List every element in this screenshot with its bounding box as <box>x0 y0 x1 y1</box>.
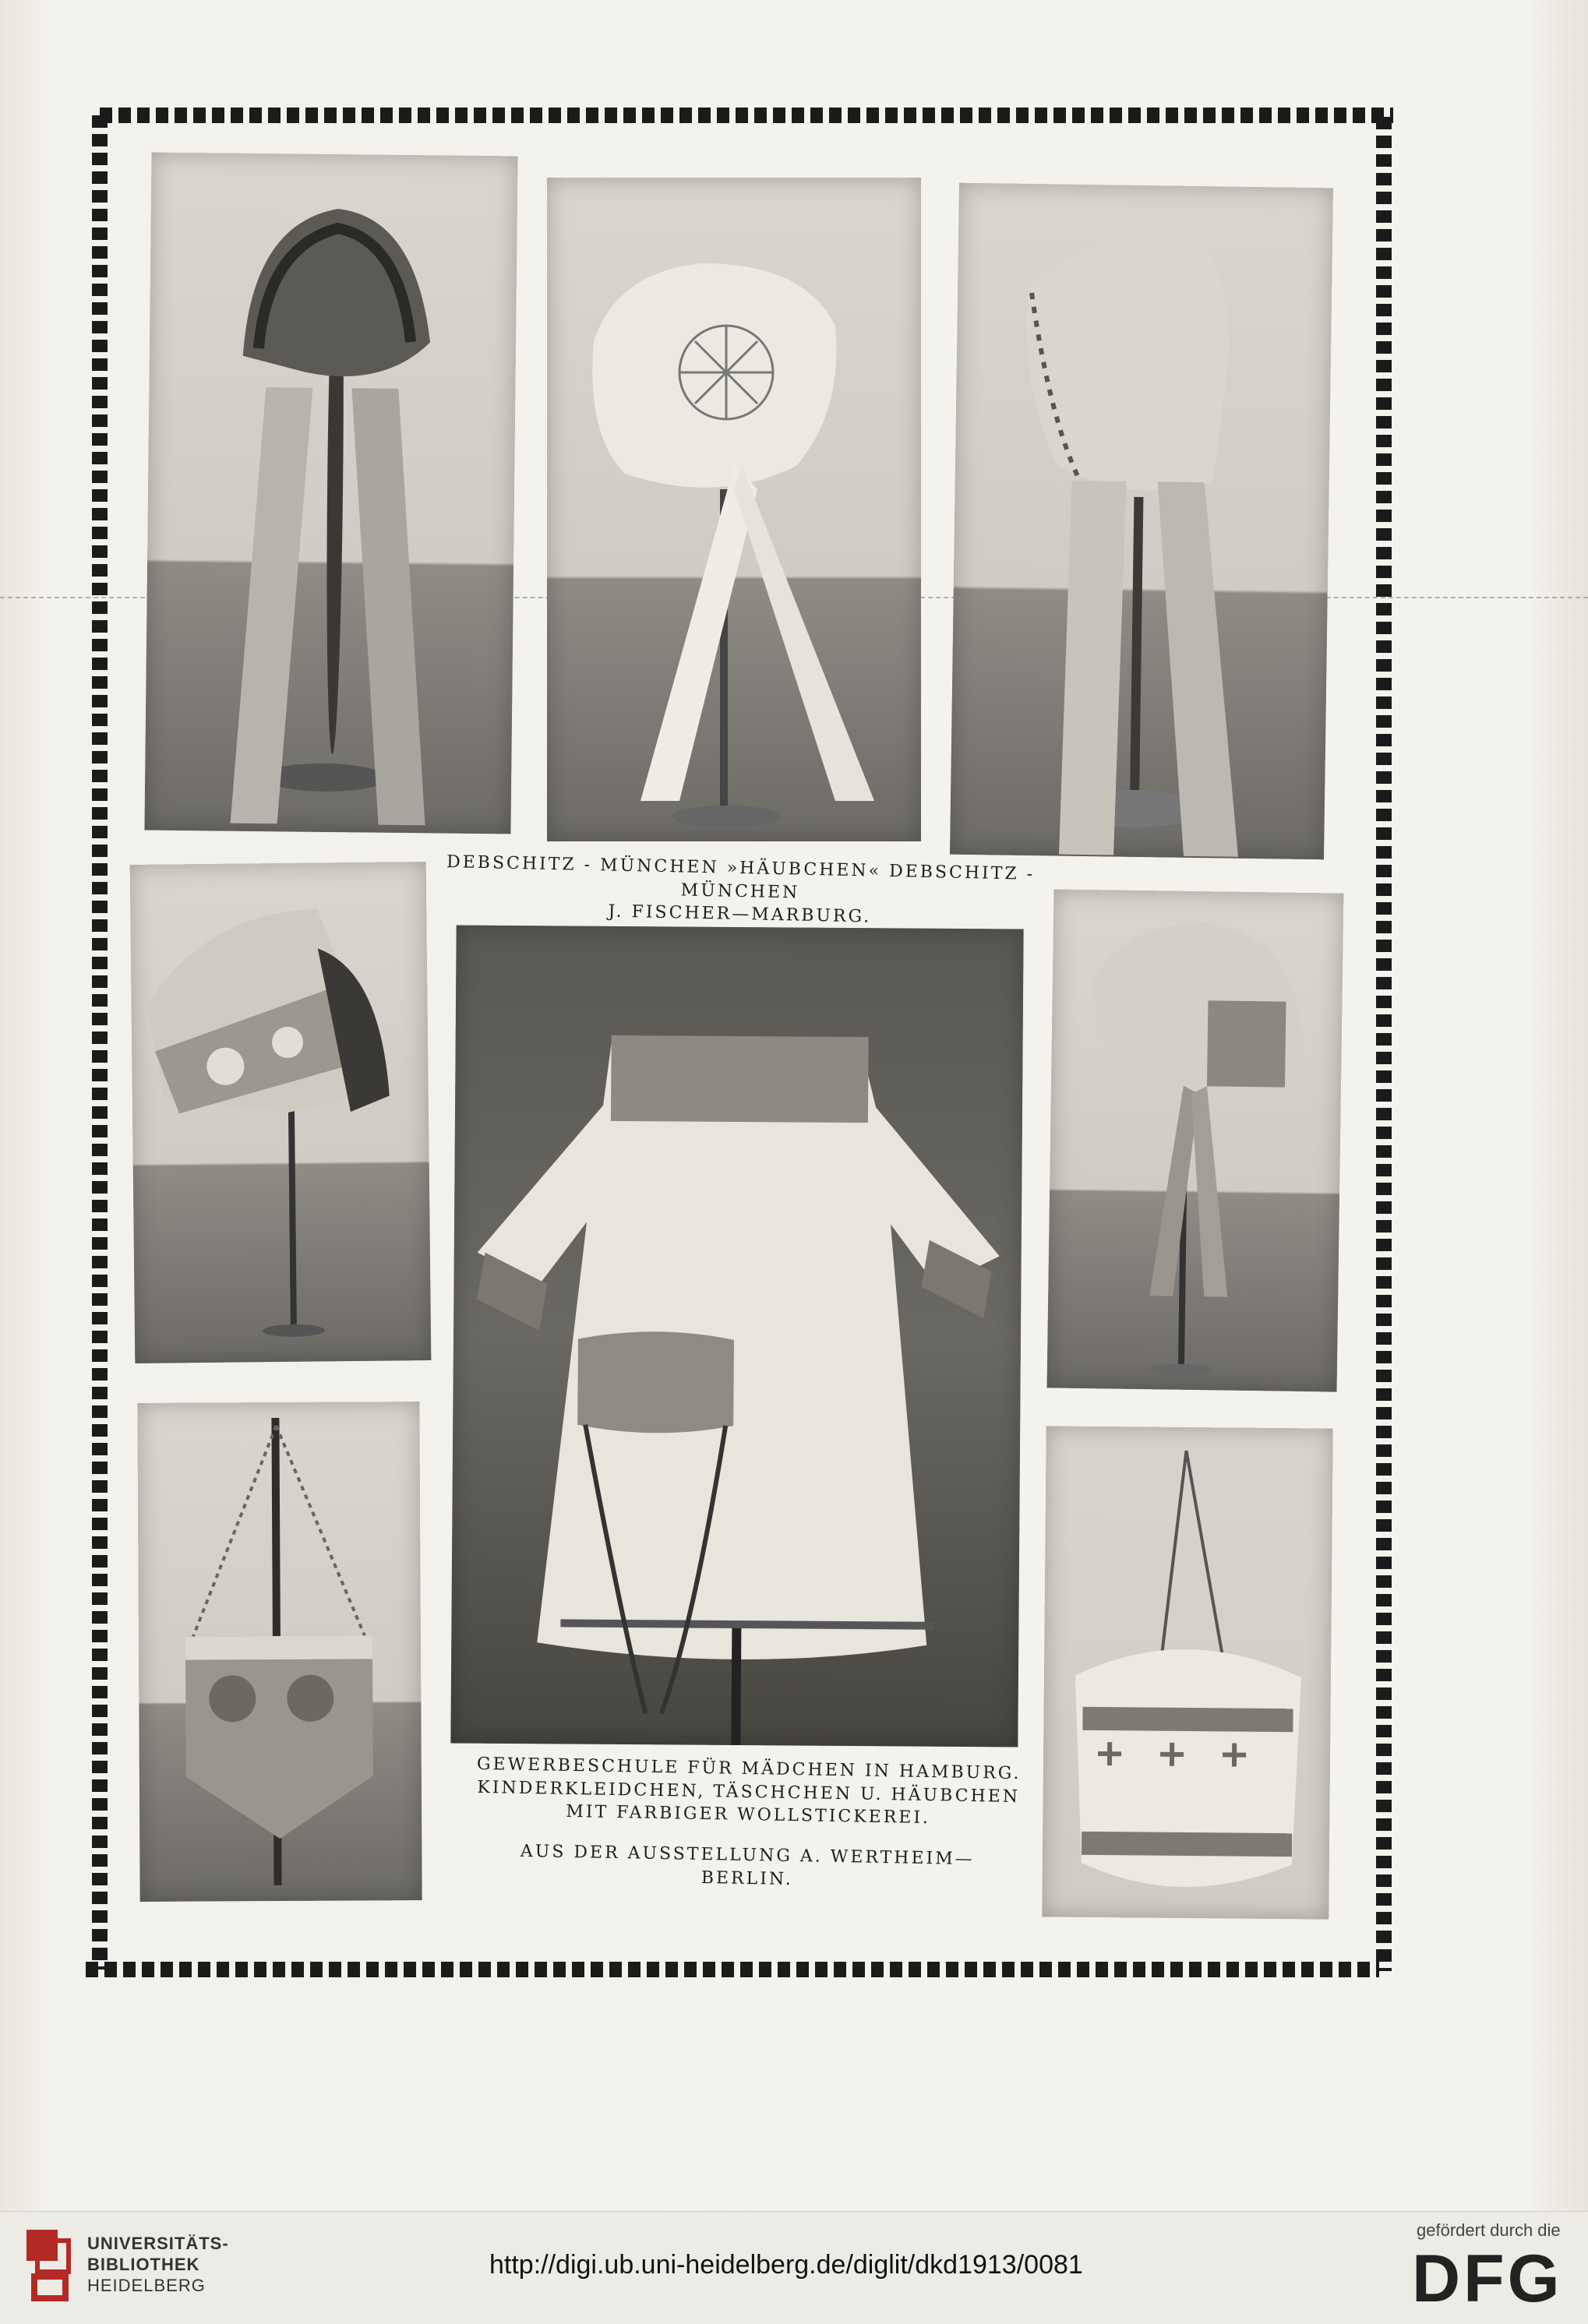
photo-child-dress <box>450 925 1023 1747</box>
photo-bonnet-3 <box>950 183 1333 860</box>
photo-bonnet-5 <box>1047 889 1344 1391</box>
photo-bonnet-4 <box>130 862 432 1363</box>
caption-bottom-line-4: AUS DER AUSSTELLUNG A. WERTHEIM—BERLIN. <box>520 1841 975 1889</box>
dfg-logo: DFG <box>1412 2241 1563 2316</box>
caption-top-line-1: DEBSCHITZ - MÜNCHEN »HÄUBCHEN« DEBSCHITZ - MÜNCHEN <box>446 852 1036 903</box>
library-line-3: HEIDELBERG <box>87 2276 206 2295</box>
library-line-2: BIBLIOTHEK <box>87 2255 200 2274</box>
photo-bonnet-1 <box>144 153 517 834</box>
caption-bottom-line-2: KINDERKLEIDCHEN, TÄSCHCHEN U. HÄUBCHEN <box>477 1777 1021 1807</box>
photo-knitted-bag <box>1042 1426 1332 1919</box>
frame-right <box>1376 117 1392 1971</box>
library-name <box>87 2233 229 2296</box>
funding-note: gefördert durch die <box>1417 2220 1561 2240</box>
caption-top-line-2: J. FISCHER—MARBURG. <box>608 901 872 927</box>
frame-bottom <box>86 1962 1379 1977</box>
photo-bonnet-2 <box>547 178 921 841</box>
caption-bottom-line-3: MIT FARBIGER WOLLSTICKEREI. <box>566 1802 931 1829</box>
permalink[interactable]: http://digi.ub.uni-heidelberg.de/diglit/dkd1913/0081 <box>489 2250 1083 2280</box>
library-line-1: UNIVERSITÄTS- <box>87 2234 229 2253</box>
frame-left <box>92 115 108 1970</box>
frame-top <box>100 108 1393 123</box>
caption-top <box>436 851 1045 933</box>
caption-bottom <box>475 1753 1022 1896</box>
ub-heidelberg-logo-icon <box>26 2230 73 2305</box>
caption-bottom-line-1: GEWERBESCHULE FÜR MÄDCHEN IN HAMBURG. <box>476 1754 1022 1784</box>
photo-beaded-bag <box>137 1402 422 1902</box>
